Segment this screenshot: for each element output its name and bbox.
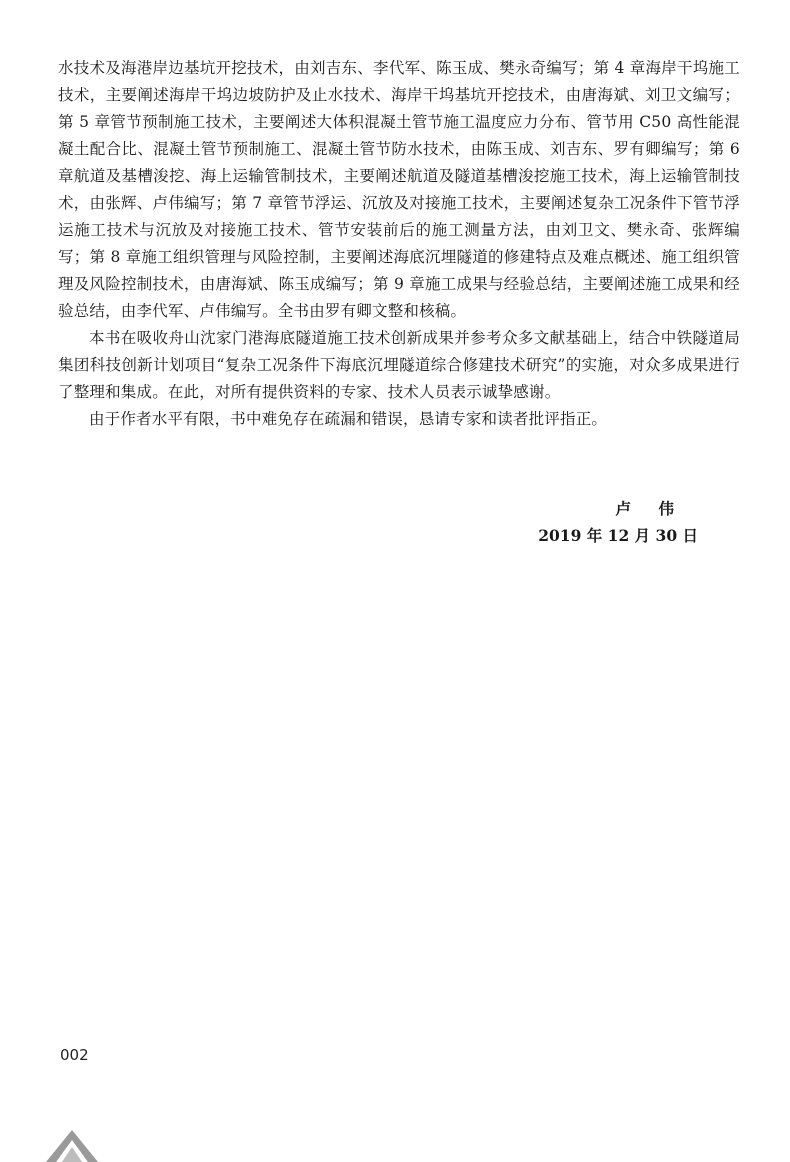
- signature-author: 卢 伟: [615, 499, 680, 518]
- preface-paragraph-acknowledgement: 本书在吸收舟山沈家门港海底隧道施工技术创新成果并参考众多文献基础上，结合中铁隧道局集团科技创新计划项目“复杂工况条件下海底沉埋隧道综合修建技术研究”的实施，对众多成果进行了整理和集成。在此，对所有提供资料的专家、技术人员表示诚挚感谢。: [58, 329, 740, 401]
- signature-date: 2019 年 12 月 30 日: [538, 526, 698, 545]
- triangle-logo-icon: [44, 1128, 100, 1162]
- page-number: 002: [60, 1046, 89, 1064]
- preface-signature: [538, 495, 698, 549]
- preface-body: [58, 55, 740, 433]
- preface-paragraph-continuation: 水技术及海港岸边基坑开挖技术，由刘吉东、李代军、陈玉成、樊永奇编写；第 4 章海岸干坞施工技术，主要阐述海岸干坞边坡防护及止水技术、海岸干坞基坑开挖技术，由唐海斌、刘卫文编写；第 5 章管节预制施工技术，主要阐述大体积混凝土管节施工温度应力分布、管节用 C50 高性能混凝土配合比、混凝土管节预制施工、混凝土管节防水技术，由陈玉成、刘吉东、罗有卿编写；第 6 章航道及基槽浚挖、海上运输管制技术，主要阐述航道及隧道基槽浚挖施工技术，海上运输管制技术，由张辉、卢伟编写；第 7 章管节浮运、沉放及对接施工技术，主要阐述复杂工况条件下管节浮运施工技术与沉放及对接施工技术、管节安装前后的施工测量方法，由刘卫文、樊永奇、张辉编写；第 8 章施工组织管理与风险控制，主要阐述海底沉埋隧道的修建特点及难点概述、施工组织管理及风险控制技术，由唐海斌、陈玉成编写；第 9 章施工成果与经验总结，主要阐述施工成果和经验总结，由李代军、卢伟编写。全书由罗有卿文整和核稿。: [58, 59, 740, 320]
- preface-paragraph-disclaimer: 由于作者水平有限，书中难免存在疏漏和错误，恳请专家和读者批评指正。: [89, 410, 608, 428]
